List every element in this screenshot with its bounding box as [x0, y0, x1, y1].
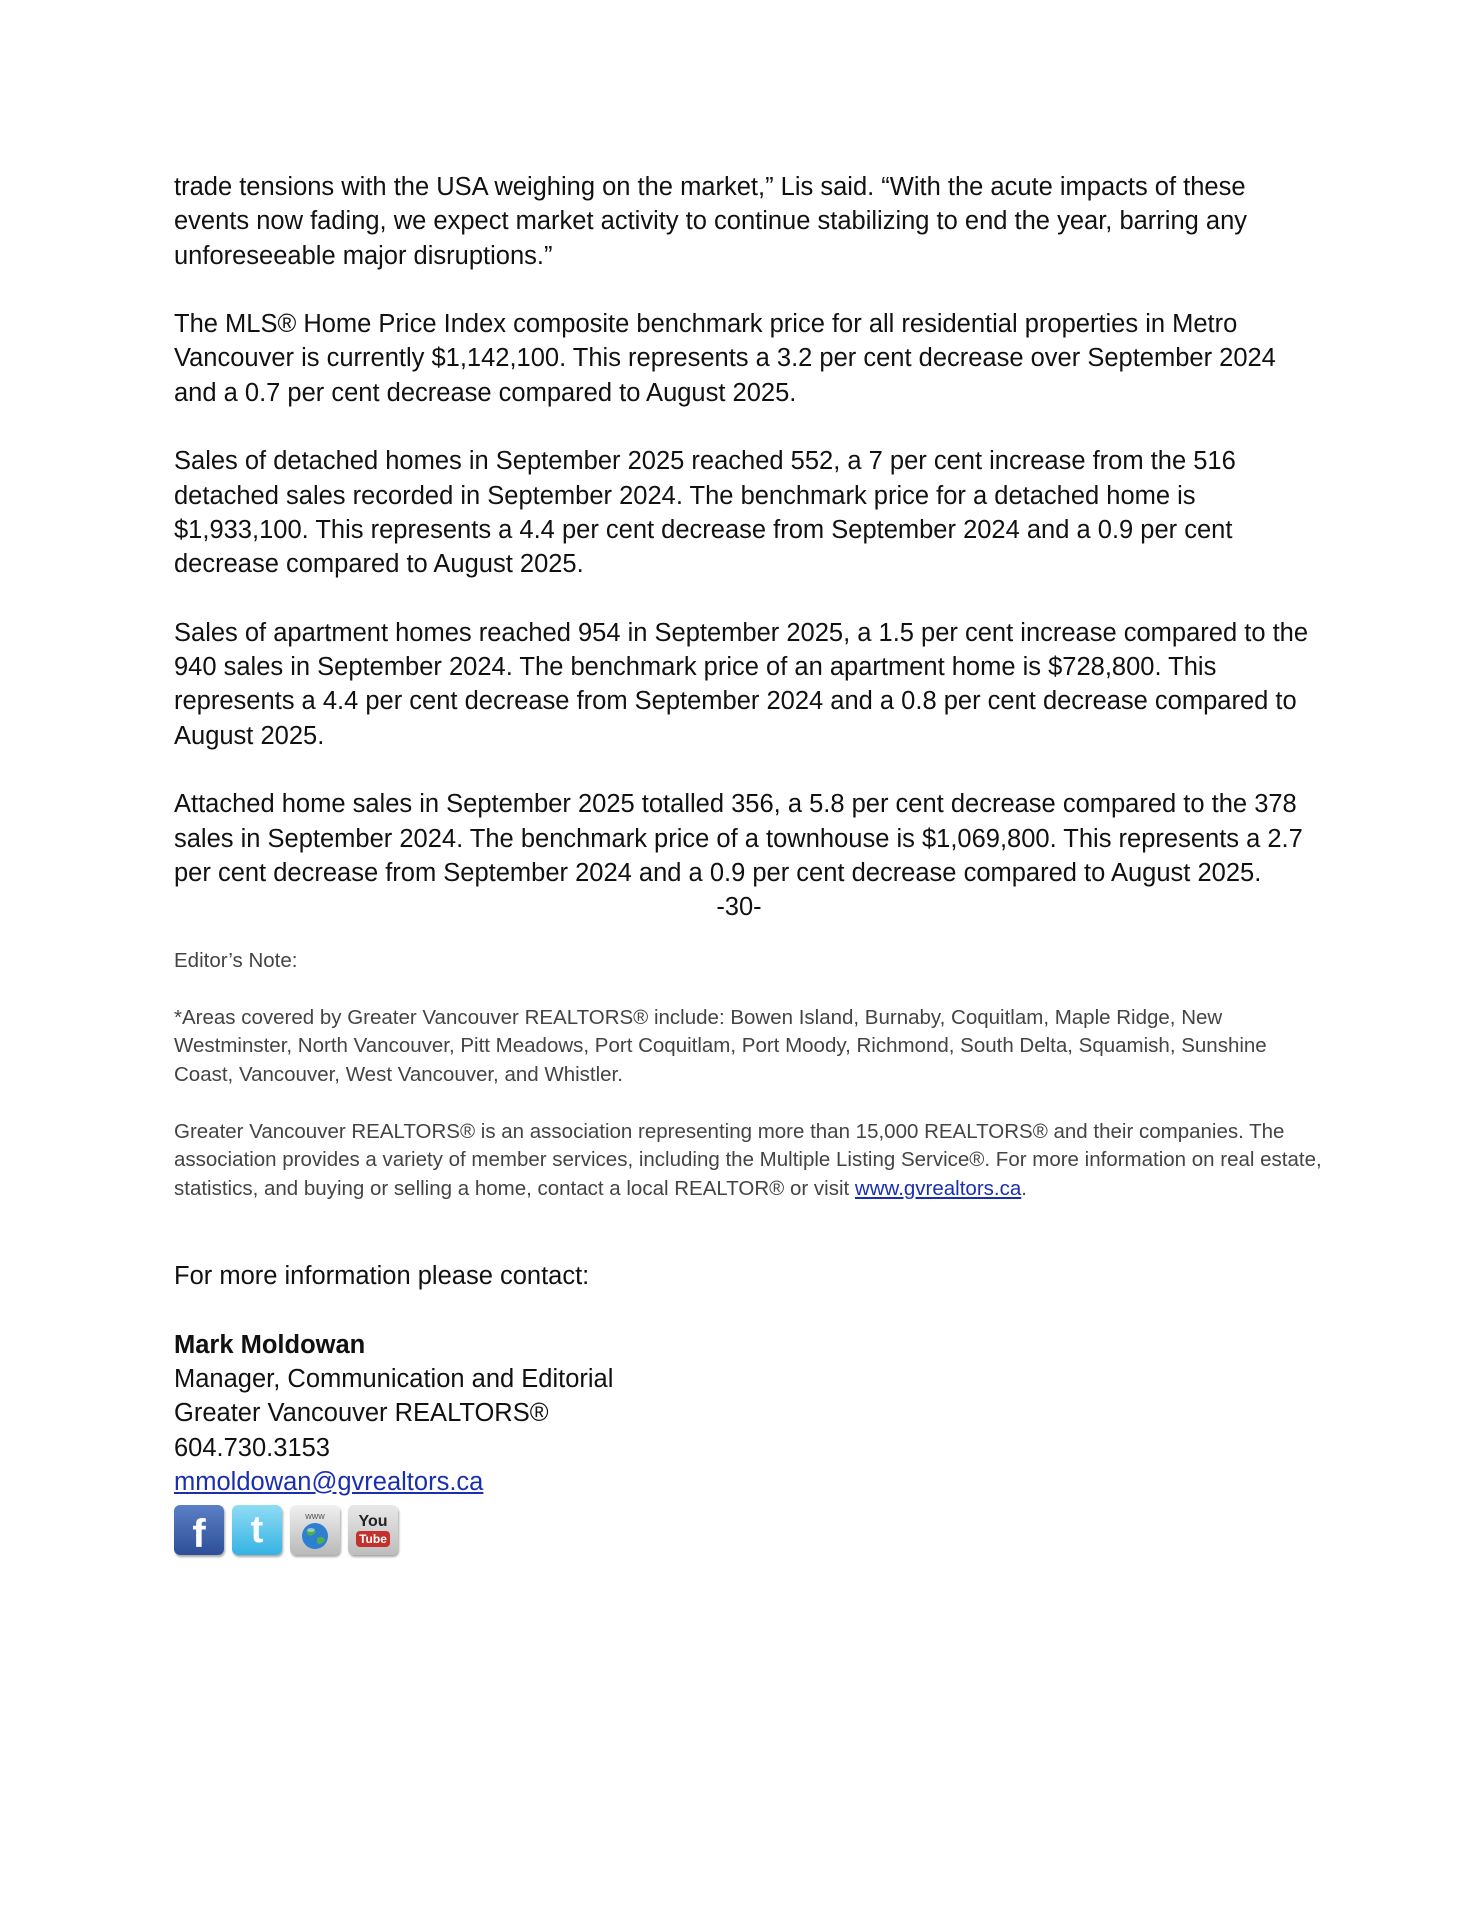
paragraph-attached-sales: Attached home sales in September 2025 totalled 356, a 5.8 per cent decrease compared to the 378 sales in September 2024. The benchmark price of a townhouse is $1,069,800. This represents a 2.7 per cent decrease from September 2024 and a 0.9 per cent decrease compared to August 2025. [174, 790, 1303, 887]
www-label: www [305, 1511, 325, 1522]
twitter-glyph: t [250, 1509, 264, 1552]
paragraph-apartment-sales: Sales of apartment homes reached 954 in September 2025, a 1.5 per cent increase compared to the 940 sales in September 2024. The benchmark price of an apartment home is $728,800. This represents a 4.4 per cent decrease from September 2024 and a 0.8 per cent decrease compared to August 2025. [174, 618, 1309, 750]
contact-title: Manager, Communication and Editorial [174, 1364, 614, 1393]
trailing-period: . [1021, 1176, 1027, 1200]
areas-covered-note: *Areas covered by Greater Vancouver REALTORS® include: Bowen Island, Burnaby, Coquitlam, Maple Ridge, New Westminster, North Vancouver, Pitt Meadows, Port Coquitlam, Port Moody, Richmond, South Delta, Squamish, Sunshine Coast, Vancouver, West Vancouver, and Whistler. [174, 1005, 1267, 1086]
editors-note-heading: Editor’s Note: [174, 948, 298, 972]
end-of-release-mark: -30- [716, 893, 762, 922]
contact-email-link[interactable]: mmoldowan@gvrealtors.ca [174, 1467, 484, 1496]
editors-note-section [174, 947, 1324, 1204]
paragraph-composite-benchmark: The MLS® Home Price Index composite benchmark price for all residential properties in Metro Vancouver is currently $1,142,100. This represents a 3.2 per cent decrease over September 2024 and a 0.7 per cent decrease compared to August 2025. [174, 310, 1276, 407]
facebook-icon[interactable] [174, 1505, 224, 1555]
contact-spacer [174, 1293, 1324, 1327]
facebook-glyph: f [192, 1512, 206, 1556]
paragraph-detached-sales: Sales of detached homes in September 2025 reached 552, a 7 per cent increase from the 516 detached sales recorded in September 2024. The benchmark price for a detached home is $1,933,100. This represents a 4.4 per cent decrease from September 2024 and a 0.9 per cent decrease compared to August 2025. [174, 447, 1236, 579]
website-link[interactable]: www.gvrealtors.ca [854, 1176, 1022, 1200]
contact-section [174, 1259, 1324, 1555]
social-icons-row [174, 1505, 1324, 1555]
paragraph-market-outlook: trade tensions with the USA weighing on the market,” Lis said. “With the acute impacts of these events now fading, we expect market activity to continue stabilizing to end the year, barring any unforeseeable major disruptions.” [174, 173, 1248, 270]
globe-icon [300, 1521, 330, 1551]
youtube-you: You [358, 1513, 388, 1531]
press-release-page [174, 170, 1324, 1555]
website-globe-icon[interactable] [290, 1505, 340, 1555]
contact-phone: 604.730.3153 [174, 1433, 330, 1462]
youtube-icon[interactable] [348, 1505, 398, 1555]
youtube-tube: Tube [356, 1531, 390, 1547]
contact-intro: For more information please contact: [174, 1262, 590, 1291]
twitter-icon[interactable] [232, 1505, 282, 1555]
association-text: Greater Vancouver REALTORS® is an association representing more than 15,000 REALTORS® and their companies. The association provides a variety of member services, including the Multiple Listing Service®. For more information on real estate, statistics, and buying or selling a home, contact a local REALTOR® or visit [174, 1119, 1322, 1200]
contact-name: Mark Moldowan [174, 1330, 366, 1359]
association-description [174, 1118, 1324, 1204]
contact-organization: Greater Vancouver REALTORS® [174, 1399, 549, 1428]
